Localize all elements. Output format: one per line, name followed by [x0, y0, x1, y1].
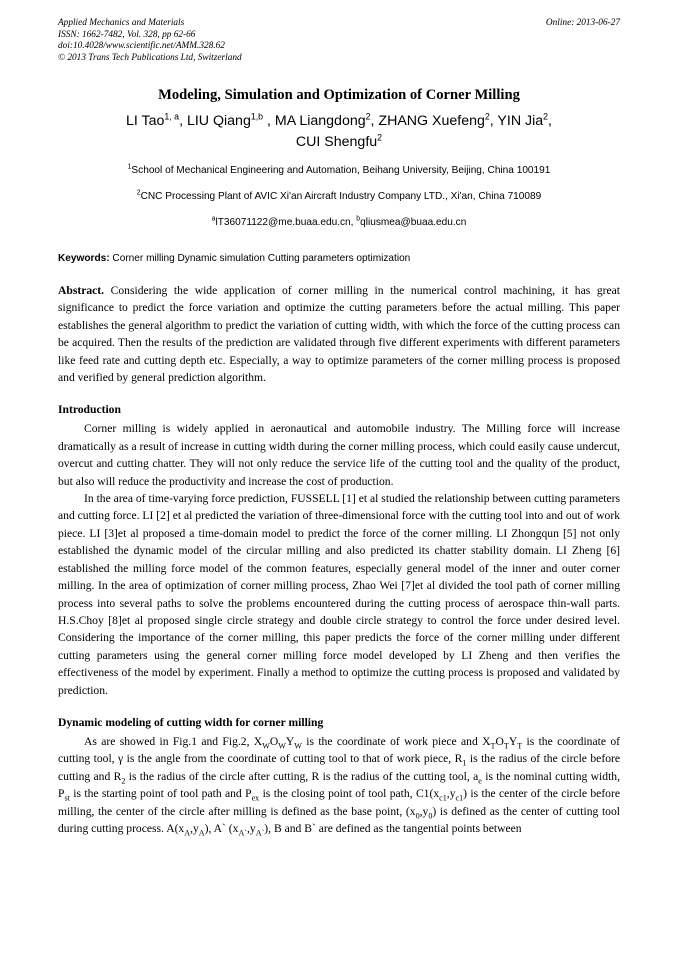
- affiliation-1-marker: 1: [127, 163, 132, 171]
- dm-sub-1: W: [262, 741, 270, 751]
- dm-sub-12: c1: [439, 793, 447, 803]
- dm-sub-19: A`: [255, 828, 265, 838]
- dm-text-14: ) is the center of the circle before milling, the center of the circle after milling is defined as the base point, (x: [58, 787, 620, 818]
- dm-text-16: ) is defined as the center of cutting tool during cutting process. A(x: [58, 804, 620, 835]
- dm-sub-15: 0: [428, 810, 433, 820]
- affiliation-list: [58, 164, 620, 230]
- dm-text-7: is the coordinate of cutting tool, γ is the angle from the coordinate of cutting tool to that of work piece, R: [58, 734, 620, 766]
- dm-sub-2: W: [278, 741, 286, 751]
- dm-text-17: ,y: [190, 821, 199, 835]
- abstract-label: Abstract.: [58, 284, 105, 297]
- author-yin-jia-sup: 2: [543, 111, 549, 122]
- journal-copyright: © 2013 Trans Tech Publications Ltd, Switzerland: [58, 52, 242, 63]
- author-zhang-xuefeng: , ZHANG Xuefeng: [370, 113, 485, 129]
- affiliation-2-marker: 2: [136, 189, 141, 197]
- online-date: Online: 2013-06-27: [545, 18, 620, 28]
- dm-sub-13: c1: [455, 793, 464, 803]
- author-ma-liangdong-sup: 2: [365, 111, 371, 122]
- keywords-label: Keywords:: [58, 253, 110, 264]
- email-a[interactable]: lT36071122@me.buaa.edu.cn,: [215, 217, 357, 228]
- dm-sub-4: T: [490, 741, 496, 751]
- email-b[interactable]: qliusmea@buaa.edu.cn: [360, 217, 467, 228]
- introduction-paragraph-1: Corner milling is widely applied in aeronautical and automobile industry. The Milling force will increase dramatically as a result of increase in cutting width during the corner milling process, which could easily cause undercut, overcut and cutting chatter. They will not only reduce the service life of the cutting tool and the quality of the product, but also will reduce the productivity and increase the cost of production.: [58, 422, 620, 488]
- dm-text-12: is the closing point of tool path, C1(x: [259, 787, 440, 801]
- keywords-line: [58, 252, 620, 266]
- author-cui-shengfu-sup: 2: [377, 132, 383, 143]
- affiliation-2-text: CNC Processing Plant of AVIC Xi'an Aircraft Industry Company LTD., Xi'an, China 710089: [140, 191, 542, 202]
- author-liu-qiang: , LIU Qiang: [179, 113, 251, 129]
- dm-text-6: Y: [508, 734, 518, 748]
- dm-text-2: O: [269, 734, 279, 748]
- page-title: Modeling, Simulation and Optimization of Corner Milling: [158, 87, 520, 103]
- affiliation-2: [58, 190, 620, 204]
- section-heading-introduction: Introduction: [58, 403, 121, 417]
- dm-text-13: ,y: [446, 787, 456, 801]
- dm-sub-16: A: [184, 828, 191, 838]
- abstract-block: [58, 282, 620, 386]
- journal-name: Applied Mechanics and Materials: [58, 18, 185, 28]
- author-line-1: [58, 111, 620, 132]
- author-zhang-xuefeng-sup: 2: [484, 111, 490, 122]
- dm-sub-10: st: [64, 793, 70, 803]
- journal-issn: ISSN: 1662-7482, Vol. 328, pp 62-66: [58, 29, 196, 40]
- author-line-2: [58, 132, 620, 153]
- introduction-paragraph-2: In the area of time-varying force prediction, FUSSELL [1] et al studied the relationship between cutting parameters and cutting force. LI [2] et al predicted the variation of three-dimensional force with the cutting tool into and out of work piece. LI [3]et al proposed a time-domain model to predict the force of the corner milling. LI Zhongqun [5] not only established the dynamic model of the circular milling and also predicted its chatter stability domain. LI Zheng [6] established the milling force model of the common features, especially general model of the inner and outer corner milling. In the area of optimization of corner milling process, Zhao Wei [7]et al divided the tool path of corner milling process into several paths to solve the problems encountered during the cutting process of aerospace thin-wall parts. H.S.Choy [8]et al proposed single circle strategy and double circle strategy to control the force under desired level. Considering the importance of the corner milling, this paper predicts the force of the corner milling under different cutting parameters using the general corner milling force model developed by LI Zheng and then verifies the effectiveness of the model by experiment. Finally a method to optimize the cutting process is proposed and validated by prediction.: [58, 492, 620, 697]
- author-yin-jia: , YIN Jia: [489, 113, 544, 129]
- dm-sub-18: A`: [238, 828, 248, 838]
- dm-text-10: is the nominal cutting width, P: [58, 769, 620, 801]
- dm-sub-14: 0: [415, 810, 420, 820]
- journal-header: [58, 18, 620, 70]
- keywords-text: Corner milling Dynamic simulation Cutting parameters optimization: [109, 253, 411, 264]
- dm-text-15: ,y: [419, 804, 429, 818]
- author-list: [58, 111, 620, 153]
- email-b-marker: b: [356, 215, 361, 223]
- dm-text-8: is the radius of the circle before cutting and R: [58, 752, 620, 783]
- author-li-tao-sup: 1, a: [164, 111, 180, 122]
- dm-text-1: As are showed in Fig.1 and Fig.2, X: [84, 734, 263, 748]
- dm-sub-8: 2: [121, 776, 126, 786]
- journal-header-left: [58, 18, 478, 64]
- section-heading-dynamic-modeling: Dynamic modeling of cutting width for corner milling: [58, 715, 324, 729]
- affiliation-1-text: School of Mechanical Engineering and Automation, Beihang University, Beijing, China 100191: [131, 165, 551, 176]
- dm-sub-11: ex: [251, 793, 260, 803]
- dm-text-18: ), A` (x: [204, 821, 239, 835]
- author-liu-qiang-sup: 1,b: [250, 111, 264, 122]
- dm-sub-9: e: [478, 776, 482, 786]
- dm-text-19: ,y: [247, 821, 256, 835]
- dm-sub-6: T: [517, 741, 523, 751]
- author-cui-shengfu: CUI Shengfu: [295, 134, 378, 150]
- dynamic-modeling-paragraph: [58, 733, 620, 837]
- dm-sub-7: 1: [462, 758, 467, 768]
- dm-text-11: is the starting point of tool path and P: [69, 787, 252, 801]
- dm-sub-17: A: [198, 828, 205, 838]
- email-line: [58, 216, 620, 230]
- dm-text-5: O: [495, 734, 504, 748]
- dm-text-20: ), B and B` are defined as the tangential points between: [264, 821, 522, 835]
- affiliation-1: [58, 164, 620, 178]
- author-line-1-comma: ,: [548, 113, 552, 129]
- journal-doi: doi:10.4028/www.scientific.net/AMM.328.62: [58, 41, 225, 52]
- dm-text-9: is the radius of the circle after cutting, R is the radius of the cutting tool, a: [125, 769, 479, 783]
- abstract-text: Considering the wide application of corner milling in the numerical control machining, it has great significance to predict the force variation and optimize the cutting parameters before the actual milling. This paper establishes the general algorithm to predict the variation of cutting width, with which the force of the cutting process can be acquired. Then the results of the prediction are validated through five different experiments with different parameters like feed rate and cutting depth etc. Especially, a way to optimize parameters of the corner milling process is proposed and verified by general prediction algorithm.: [58, 284, 620, 385]
- email-a-marker: a: [211, 215, 216, 223]
- dm-text-4: is the coordinate of work piece and X: [301, 734, 491, 748]
- author-ma-liangdong: , MA Liangdong: [263, 113, 366, 129]
- dm-text-3: Y: [285, 734, 295, 748]
- dm-sub-3: W: [294, 741, 302, 751]
- author-li-tao: LI Tao: [126, 113, 165, 129]
- dm-sub-5: T: [503, 741, 509, 751]
